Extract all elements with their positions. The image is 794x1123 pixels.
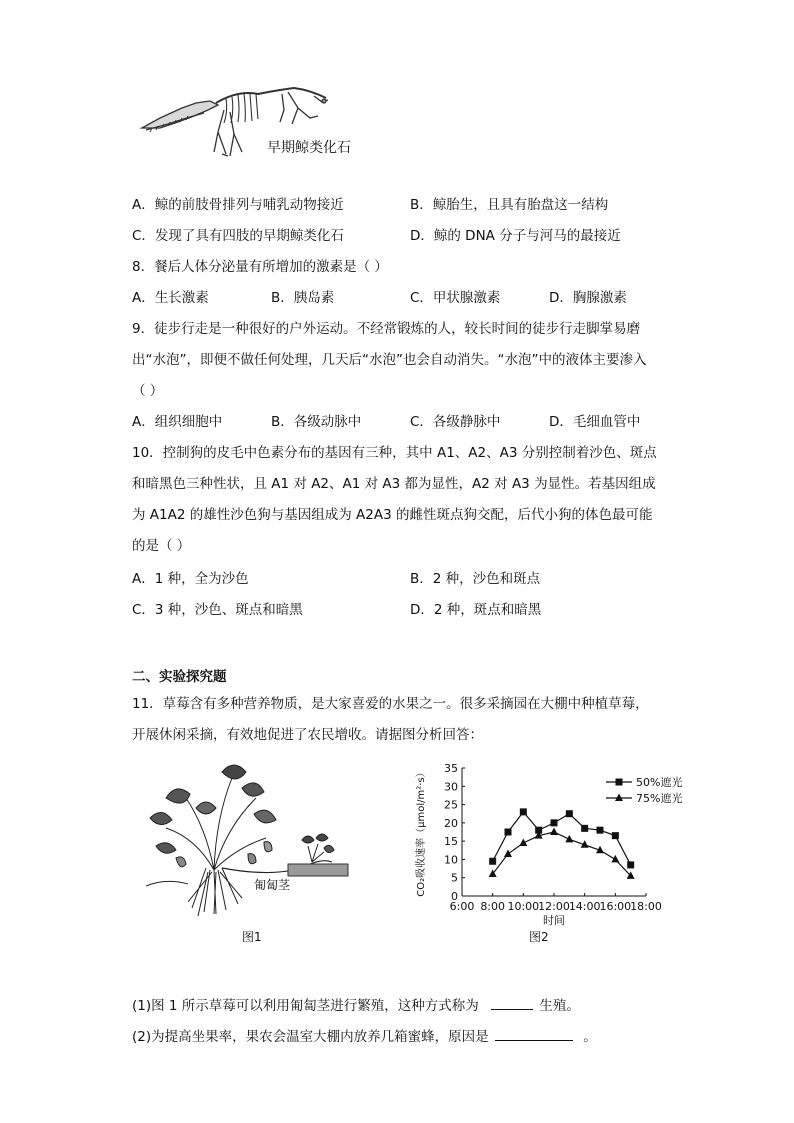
data-point-square <box>551 819 558 826</box>
y-tick-label: 10 <box>444 853 458 867</box>
series-line-1 <box>493 812 631 865</box>
figure-1-label: 图1 <box>242 930 262 944</box>
data-point-triangle <box>611 855 619 863</box>
q11-sub1-text-end: 生殖。 <box>539 998 580 1014</box>
stolon-label: 匍匐茎 <box>254 878 291 892</box>
figure-2-label: 图2 <box>529 930 549 944</box>
data-point-triangle <box>504 849 512 857</box>
y-axis-label: CO₂吸收速率（μmol/m²·s） <box>416 767 427 897</box>
x-tick-label: 16:00 <box>599 900 632 913</box>
data-point-square <box>612 832 619 839</box>
q10-stem-line-1: 10．控制狗的皮毛中色素分布的基因有三种，其中 A1、A2、A3 分别控制着沙色、斑点 <box>132 445 657 461</box>
q11-sub1-text: (1)图 1 所示草莓可以利用匍匐茎进行繁殖，这种方式称为 <box>132 998 479 1014</box>
q7-option-d: D．鲸的 DNA 分子与河马的最接近 <box>410 228 621 244</box>
q11-sub2-text-end: 。 <box>583 1029 597 1045</box>
q11-subquestion-2 <box>132 1025 597 1045</box>
q9-option-d: D．毛细血管中 <box>549 414 641 430</box>
strawberry-plant-figure <box>136 758 356 918</box>
co2-uptake-chart <box>410 758 710 948</box>
q7-option-b: B．鲸胎生，且具有胎盘这一结构 <box>410 197 609 213</box>
y-tick-label: 20 <box>444 816 458 830</box>
q9-option-a: A．组织细胞中 <box>132 414 223 430</box>
legend-marker-triangle <box>615 794 623 802</box>
q10-option-c: C．3 种，沙色、斑点和暗黑 <box>132 602 303 618</box>
y-tick-label: 0 <box>451 890 458 903</box>
q9-stem-line-3: （ ） <box>132 383 164 399</box>
q10-option-a: A．1 种，全为沙色 <box>132 571 249 587</box>
x-tick-label: 14:00 <box>568 900 601 913</box>
q10-option-b: B．2 种，沙色和斑点 <box>410 571 541 587</box>
y-tick-label: 25 <box>444 798 458 812</box>
q9-option-c: C．各级静脉中 <box>410 414 501 430</box>
y-tick-label: 5 <box>451 871 458 885</box>
q10-option-d: D．2 种，斑点和暗黑 <box>410 602 542 618</box>
x-tick-label: 18:00 <box>630 900 662 913</box>
q9-stem-line-1: 9．徒步行走是一种很好的户外运动。不经常锻炼的人，较长时间的徒步行走脚掌易磨 <box>132 321 641 337</box>
q7-option-c: C．发现了具有四肢的早期鲸类化石 <box>132 228 344 244</box>
legend-label: 75%遮光 <box>636 792 683 805</box>
q9-stem-line-2: 出“水泡”，即便不做任何处理，几天后“水泡”也会自动消失。“水泡”中的液体主要渗入 <box>132 352 647 368</box>
data-point-square <box>566 810 573 817</box>
series-line-2 <box>493 832 631 876</box>
y-tick-label: 30 <box>444 780 458 794</box>
q11-subquestion-1 <box>132 994 580 1014</box>
x-tick-label: 6:00 <box>449 900 475 913</box>
q8-option-d: D．胸腺激素 <box>549 290 627 306</box>
q11-sub1-answer-blank[interactable] <box>491 997 533 1010</box>
data-point-square <box>627 861 634 868</box>
q10-stem-line-4: 的是（ ） <box>132 538 191 554</box>
x-tick-label: 10:00 <box>507 900 540 913</box>
x-axis-label: 时间 <box>543 914 565 927</box>
q11-sub2-answer-blank[interactable] <box>495 1028 573 1041</box>
fossil-caption: 早期鲸类化石 <box>267 140 351 156</box>
x-tick-label: 8:00 <box>480 900 506 913</box>
q8-option-a: A．生长激素 <box>132 290 209 306</box>
q10-stem-line-2: 和暗黑色三种性状，且 A1 对 A2、A1 对 A3 都为显性，A2 对 A3 为显性。若基因组成 <box>132 476 656 492</box>
y-tick-label: 35 <box>444 762 458 775</box>
q11-stem-line-2: 开展休闲采摘，有效地促进了农民增收。请据图分析回答： <box>132 727 483 743</box>
data-point-square <box>505 829 512 836</box>
q8-option-b: B．胰岛素 <box>271 290 335 306</box>
data-point-square <box>489 858 496 865</box>
data-point-triangle <box>550 828 558 836</box>
legend-label: 50%遮光 <box>636 776 683 789</box>
section-title: 二、实验探究题 <box>132 669 227 685</box>
data-point-square <box>597 827 604 834</box>
data-point-square <box>520 808 527 815</box>
q8-option-c: C．甲状腺激素 <box>410 290 501 306</box>
q11-stem-line-1: 11．草莓含有多种营养物质，是大家喜爱的水果之一。很多采摘园在大棚中种植草莓， <box>132 696 649 712</box>
q9-option-b: B．各级动脉中 <box>271 414 362 430</box>
y-tick-label: 15 <box>444 835 458 849</box>
q8-stem: 8．餐后人体分泌量有所增加的激素是（ ） <box>132 259 388 275</box>
q7-option-a: A．鲸的前肢骨排列与哺乳动物接近 <box>132 197 344 213</box>
data-point-square <box>581 825 588 832</box>
x-tick-label: 12:00 <box>538 900 570 913</box>
q10-stem-line-3: 为 A1A2 的雄性沙色狗与基因组成为 A2A3 的雌性斑点狗交配，后代小狗的体色最可能 <box>132 507 653 523</box>
q11-sub2-text: (2)为提高坐果率，果农会温室大棚内放养几箱蜜蜂，原因是 <box>132 1029 489 1045</box>
legend-marker-square <box>616 779 623 786</box>
